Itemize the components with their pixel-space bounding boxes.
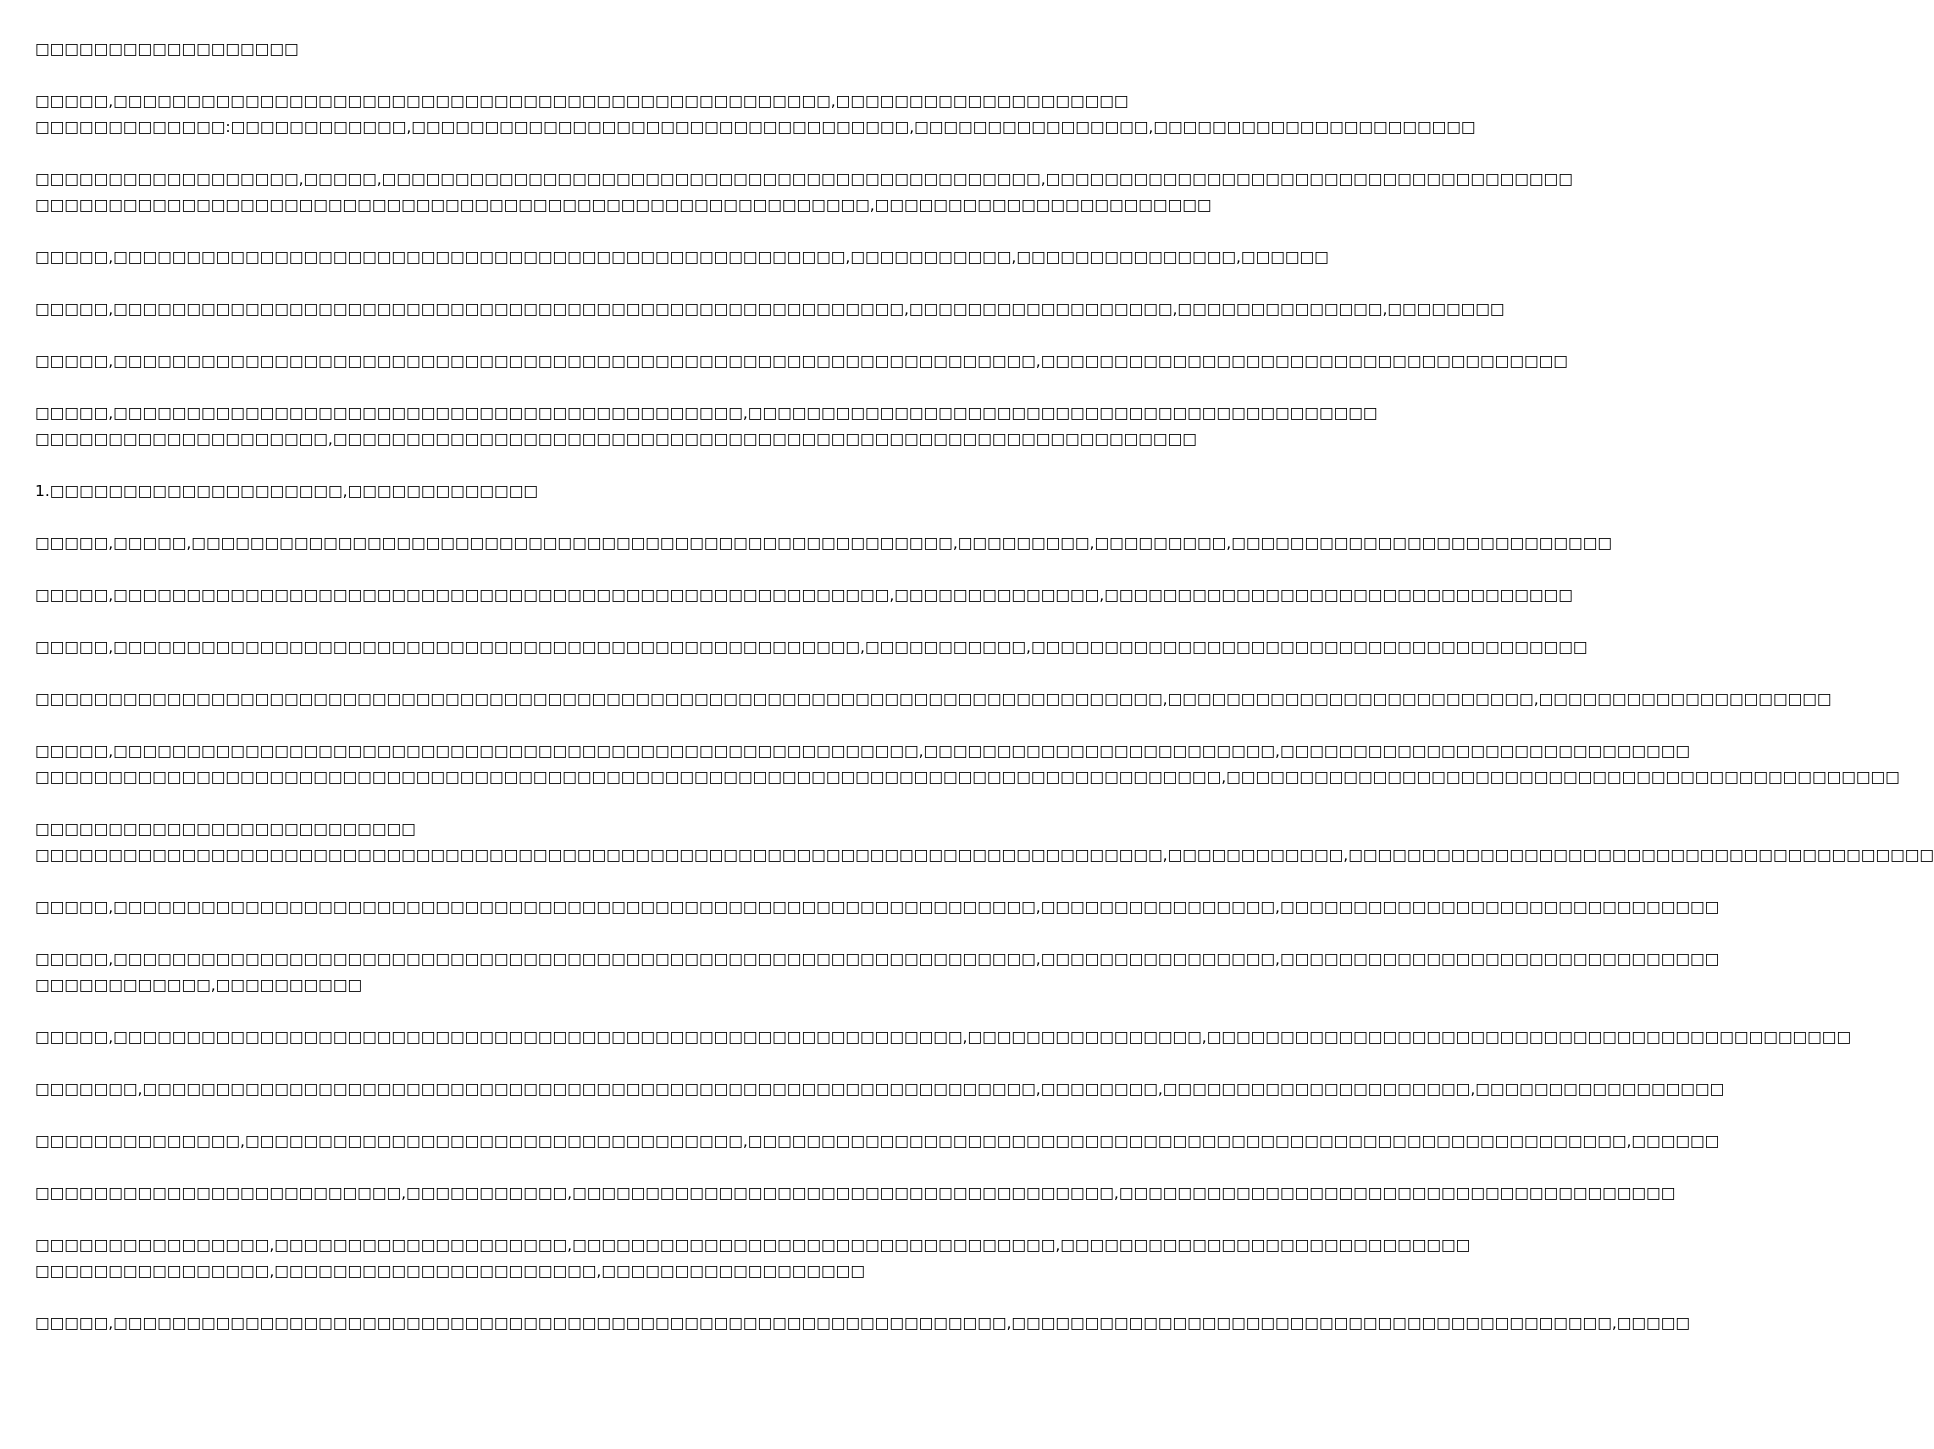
text-line: □□□□□□□□□□□□□□□□□□□□□□□□□□□□□□□□□□□□□□□□□□□□□□□□□□□□□□□□□□□□□□□□□□□□□□□□□□□□□,□□□□□□□□□□□□□□□□□□□□□□□□□,□□□□□□□□□□□□□□□□□□□□ bbox=[35, 690, 1832, 708]
text-line: 1.□□□□□□□□□□□□□□□□□□□□,□□□□□□□□□□□□□ bbox=[35, 482, 538, 500]
text-line: □□□□□,□□□□□□□□□□□□□□□□□□□□□□□□□□□□□□□□□□□□□□□□□□□□□□□□□□□□□□,□□□□□□□□□□□□□□□□□□,□□□□□□□□□□□□□□,□□□□□□□□ bbox=[35, 300, 1505, 318]
text-line: □□□□□□□,□□□□□□□□□□□□□□□□□□□□□□□□□□□□□□□□□□□□□□□□□□□□□□□□□□□□□□□□□□□□□,□□□□□□□□,□□□□□□□□□□□□□□□□□□□□□,□□□□□□□□□□□□□□□□□ bbox=[35, 1080, 1725, 1098]
text-line: □□□□□□□□□□□□□□□□□□□□□□□□□,□□□□□□□□□□□,□□□□□□□□□□□□□□□□□□□□□□□□□□□□□□□□□□□□□,□□□□□□□□□□□□□□□□□□□□□□□□□□□□□□□□□□□□□□ bbox=[35, 1184, 1676, 1202]
text-line: □□□□□,□□□□□□□□□□□□□□□□□□□□□□□□□□□□□□□□□□□□□□□□□□□,□□□□□□□□□□□□□□□□□□□□□□□□□□□□□□□□□□□□□□□□□□□ bbox=[35, 404, 1378, 422]
text-line: □□□□□,□□□□□□□□□□□□□□□□□□□□□□□□□□□□□□□□□□□□□□□□□□□□□□□□□□□□□□□,□□□□□□□□□□□□□□□□□□□□□□□□,□□□□□□□□□□□□□□□□□□□□□□□□□□□□ bbox=[35, 742, 1690, 760]
document-body bbox=[35, 36, 1934, 1336]
text-line: □□□□□,□□□□□□□□□□□□□□□□□□□□□□□□□□□□□□□□□□□□□□□□□□□□□□□□□□□□□□□□□□□□□□□,□□□□□□□□□□□□□□□□,□□□□□□□□□□□□□□□□□□□□□□□□□□□□□□ bbox=[35, 898, 1720, 916]
text-line: □□□□□,□□□□□□□□□□□□□□□□□□□□□□□□□□□□□□□□□□□□□□□□□□□□□□□□□□□,□□□□□□□□□□□,□□□□□□□□□□□□□□□□□□□□□□□□□□□□□□□□□□□□□□ bbox=[35, 638, 1588, 656]
text-line: □□□□□□□□□□□□□□□□,□□□□□□□□□□□□□□□□□□□□□□,□□□□□□□□□□□□□□□□□□ bbox=[35, 1262, 865, 1280]
text-line: □□□□□□□□□□□□□:□□□□□□□□□□□□,□□□□□□□□□□□□□□□□□□□□□□□□□□□□□□□□□□,□□□□□□□□□□□□□□□□,□□□□□□□□□□□□□□□□□□□□□□ bbox=[35, 118, 1476, 136]
text-line: □□□□□□□□□□□□□□□□,□□□□□□□□□□□□□□□□□□□□,□□□□□□□□□□□□□□□□□□□□□□□□□□□□□□□□□,□□□□□□□□□□□□□□□□□□□□□□□□□□□□ bbox=[35, 1236, 1471, 1254]
text-line: □□□□□□□□□□□□□□□□□□□□,□□□□□□□□□□□□□□□□□□□□□□□□□□□□□□□□□□□□□□□□□□□□□□□□□□□□□□□□□□□ bbox=[35, 430, 1197, 448]
text-line: □□□□□□□□□□□□□□□□□□ bbox=[35, 40, 299, 58]
text-line: □□□□□□□□□□□□□□□□□□□□□□□□□□□□□□□□□□□□□□□□□□□□□□□□□□□□□□□□□□□□□□□□□□□□□□□□□□□□□,□□□□□□□□□□□□,□□□□□□□□□□□□□□□□□□□□□□□□□□□□□□□□□□□□□□□□ bbox=[35, 846, 1934, 864]
text-line: □□□□□□□□□□□□□□,□□□□□□□□□□□□□□□□□□□□□□□□□□□□□□□□□□,□□□□□□□□□□□□□□□□□□□□□□□□□□□□□□□□□□□□□□□□□□□□□□□□□□□□□□□□□□□□,□□□□□□ bbox=[35, 1132, 1720, 1150]
text-line: □□□□□,□□□□□,□□□□□□□□□□□□□□□□□□□□□□□□□□□□□□□□□□□□□□□□□□□□□□□□□□□□,□□□□□□□□□,□□□□□□□□□,□□□□□□□□□□□□□□□□□□□□□□□□□□ bbox=[35, 534, 1612, 552]
text-line: □□□□□,□□□□□□□□□□□□□□□□□□□□□□□□□□□□□□□□□□□□□□□□□□□□□□□□□□□□□□□□□□□□□,□□□□□□□□□□□□□□□□□□□□□□□□□□□□□□□□□□□□□□□□□,□□□□□ bbox=[35, 1314, 1690, 1332]
text-line: □□□□□,□□□□□□□□□□□□□□□□□□□□□□□□□□□□□□□□□□□□□□□□□□□□□□□□□,□□□□□□□□□□□□□□□□□□□□ bbox=[35, 92, 1129, 110]
text-line: □□□□□□□□□□□□□□□□□□□□□□□□□□□□□□□□□□□□□□□□□□□□□□□□□□□□□□□□□,□□□□□□□□□□□□□□□□□□□□□□□ bbox=[35, 196, 1212, 214]
text-line: □□□□□□□□□□□□□□□□□□,□□□□□,□□□□□□□□□□□□□□□□□□□□□□□□□□□□□□□□□□□□□□□□□□□□□,□□□□□□□□□□□□□□□□□□□□□□□□□□□□□□□□□□□□ bbox=[35, 170, 1573, 188]
text-line: □□□□□,□□□□□□□□□□□□□□□□□□□□□□□□□□□□□□□□□□□□□□□□□□□□□□□□□□□□□□□□□□□□□□□,□□□□□□□□□□□□□□□□,□□□□□□□□□□□□□□□□□□□□□□□□□□□□□□ bbox=[35, 950, 1720, 968]
text-line: □□□□□,□□□□□□□□□□□□□□□□□□□□□□□□□□□□□□□□□□□□□□□□□□□□□□□□□□,□□□□□□□□□□□,□□□□□□□□□□□□□□□,□□□□□□ bbox=[35, 248, 1329, 266]
text-line: □□□□□,□□□□□□□□□□□□□□□□□□□□□□□□□□□□□□□□□□□□□□□□□□□□□□□□□□□□□□□□□□□□□□□,□□□□□□□□□□□□□□□□□□□□□□□□□□□□□□□□□□□□ bbox=[35, 352, 1568, 370]
text-line: □□□□□□□□□□□□□□□□□□□□□□□□□□□□□□□□□□□□□□□□□□□□□□□□□□□□□□□□□□□□□□□□□□□□□□□□□□□□□□□□□,□□□□□□□□□□□□□□□□□□□□□□□□□□□□□□□□□□□□□□□□□□□□□□ bbox=[35, 768, 1900, 786]
text-line: □□□□□□□□□□□□,□□□□□□□□□□ bbox=[35, 976, 363, 994]
text-line: □□□□□□□□□□□□□□□□□□□□□□□□□□ bbox=[35, 820, 416, 838]
text-line: □□□□□,□□□□□□□□□□□□□□□□□□□□□□□□□□□□□□□□□□□□□□□□□□□□□□□□□□□□□□□□□□,□□□□□□□□□□□□□□□□,□□□□□□□□□□□□□□□□□□□□□□□□□□□□□□□□□□□□□□□□□□□□ bbox=[35, 1028, 1852, 1046]
text-line: □□□□□,□□□□□□□□□□□□□□□□□□□□□□□□□□□□□□□□□□□□□□□□□□□□□□□□□□□□□,□□□□□□□□□□□□□□,□□□□□□□□□□□□□□□□□□□□□□□□□□□□□□□□ bbox=[35, 586, 1573, 604]
